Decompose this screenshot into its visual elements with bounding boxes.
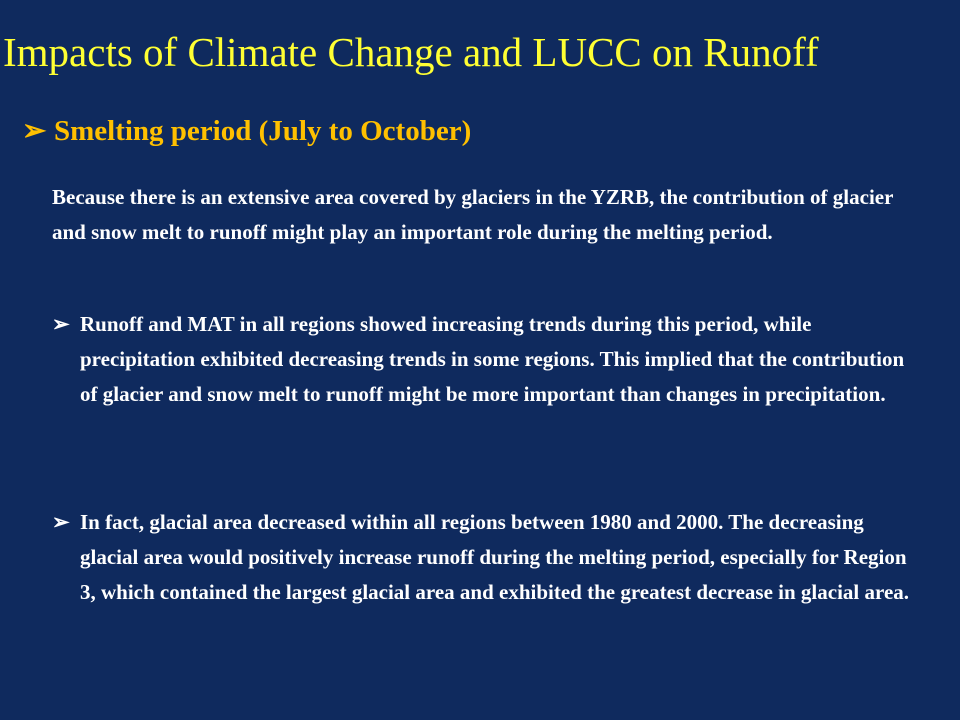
section-heading-text: Smelting period (July to October) <box>54 115 472 147</box>
bullet-item <box>52 505 922 610</box>
intro-paragraph: Because there is an extensive area covered by glaciers in the YZRB, the contribution of glacier and snow melt to runoff might play an important role during the melting period. <box>52 185 894 244</box>
slide-title: Impacts of Climate Change and LUCC on Runoff <box>3 29 819 75</box>
arrow-bullet-icon: ➢ <box>22 115 47 147</box>
bullet-item <box>52 307 922 412</box>
bullet-text: Runoff and MAT in all regions showed increasing trends during this period, while precipitation exhibited decreasing trends in some regions. This implied that the contribution of glacier and snow melt to runoff might be more important than changes in precipitation. <box>80 312 905 406</box>
arrow-bullet-icon: ➢ <box>52 510 70 534</box>
section-heading <box>22 113 471 148</box>
bullet-text: In fact, glacial area decreased within all regions between 1980 and 2000. The decreasing glacial area would positively increase runoff during the melting period, especially for Region 3, which contained the largest glacial area and exhibited the greatest decrease in glacial area. <box>80 510 910 604</box>
arrow-bullet-icon: ➢ <box>52 312 70 336</box>
